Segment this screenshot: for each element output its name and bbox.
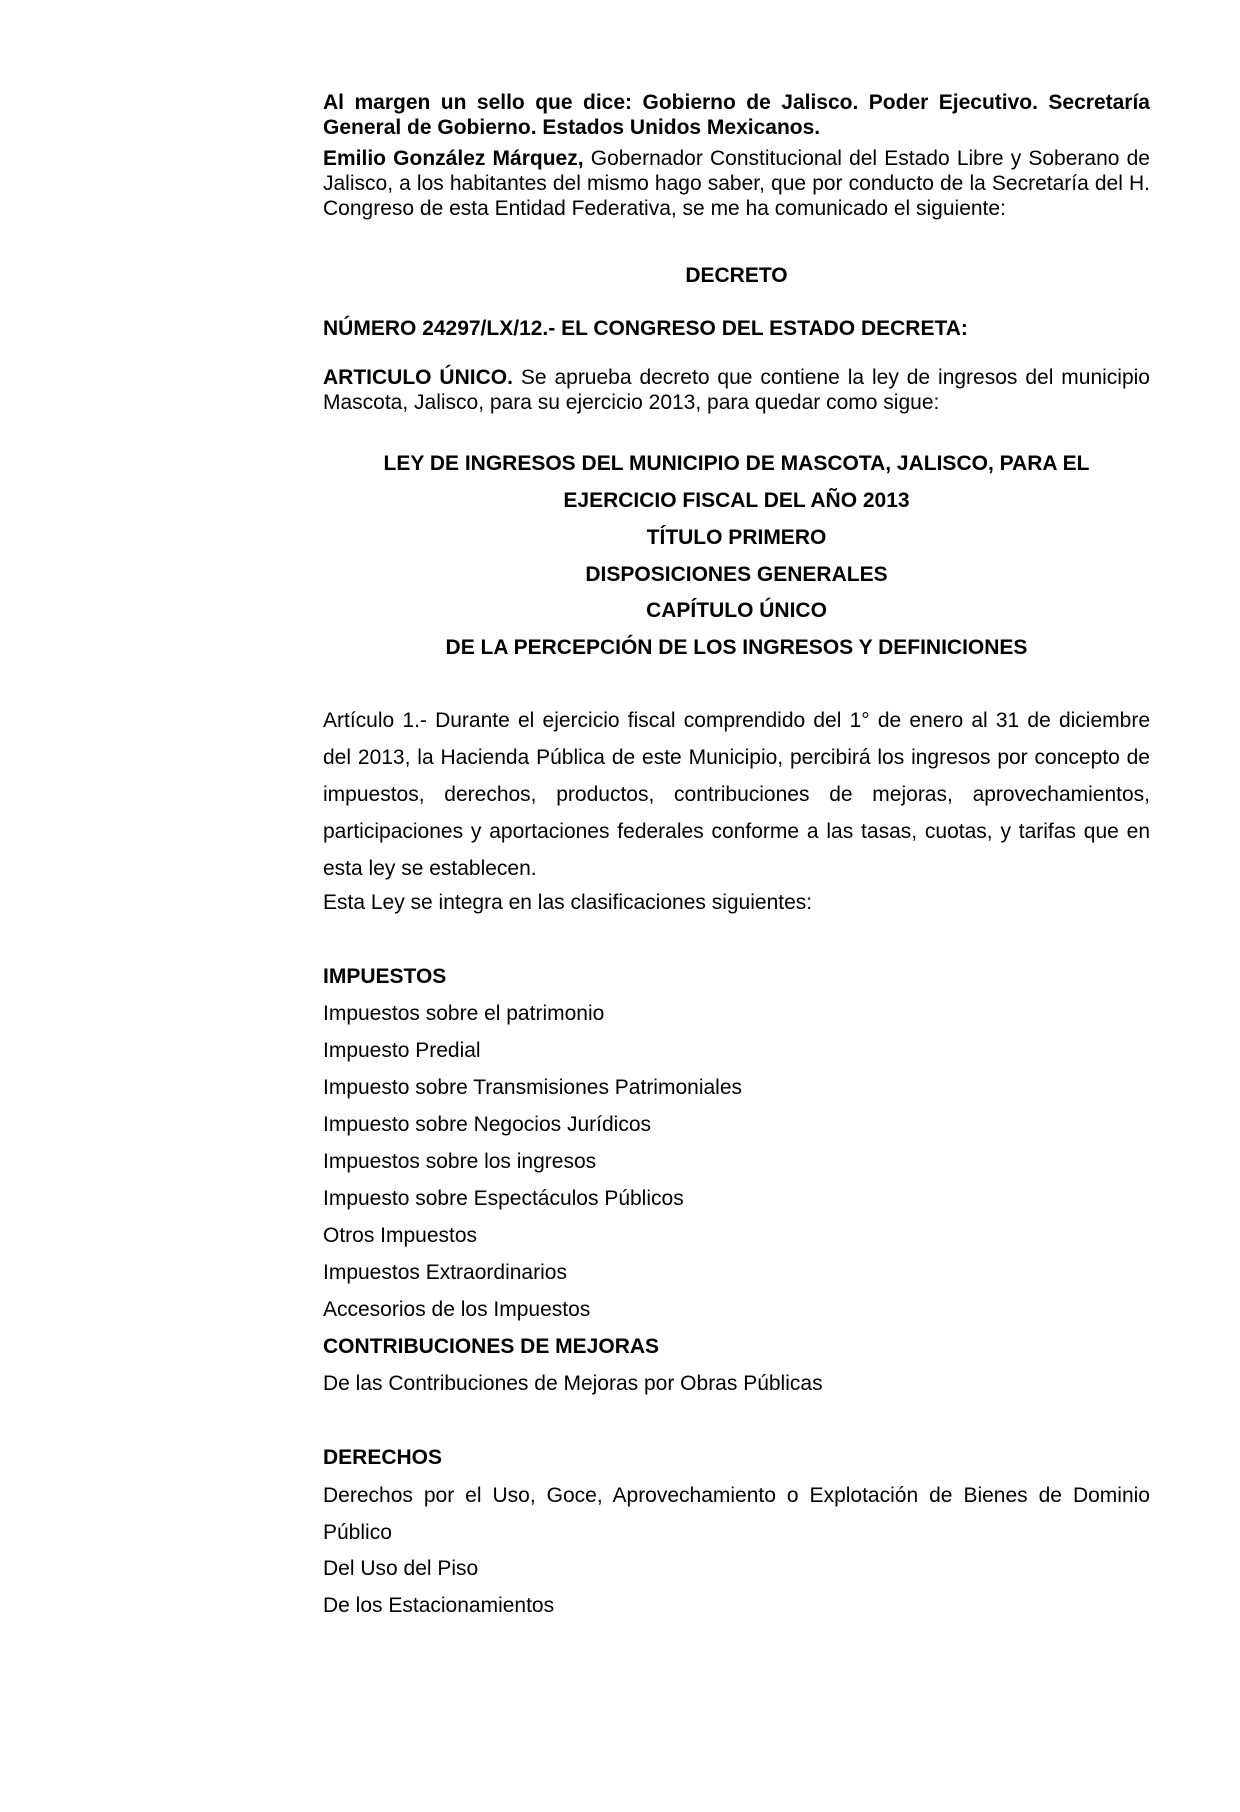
list-item: Impuesto sobre Espectáculos Públicos	[323, 1187, 684, 1210]
derechos-heading: DERECHOS	[323, 1446, 443, 1469]
article-unico-text: Se aprueba decreto que contiene la ley de ingresos del municipio Mascota, Jalisco, para su ejercicio 2013, para quedar como sigue:	[323, 366, 1150, 414]
list-item: Impuesto sobre Transmisiones Patrimoniales	[323, 1076, 743, 1099]
article-unico-label: ARTICULO ÚNICO.	[323, 366, 513, 389]
list-item: De los Estacionamientos	[323, 1594, 555, 1617]
contribuciones-heading: CONTRIBUCIONES DE MEJORAS	[323, 1335, 660, 1358]
list-item: Accesorios de los Impuestos	[323, 1298, 591, 1321]
title-heading: TÍTULO PRIMERO	[646, 526, 827, 549]
list-item: Impuestos sobre el patrimonio	[323, 1002, 605, 1025]
chapter-heading: CAPÍTULO ÚNICO	[646, 599, 827, 622]
list-item: Derechos por el Uso, Goce, Aprovechamiento o Explotación de Bienes de Dominio Público	[323, 1484, 1150, 1544]
list-item: Impuestos Extraordinarios	[323, 1261, 567, 1284]
impuestos-heading: IMPUESTOS	[323, 965, 447, 988]
list-item: Impuesto sobre Negocios Jurídicos	[323, 1113, 651, 1136]
list-item: Impuestos sobre los ingresos	[323, 1150, 597, 1173]
decree-number: NÚMERO 24297/LX/12.- EL CONGRESO DEL ESTADO DECRETA:	[323, 317, 968, 340]
seal-paragraph: Al margen un sello que dice: Gobierno de Jalisco. Poder Ejecutivo. Secretaría General de Gobierno. Estados Unidos Mexicanos.	[323, 91, 1150, 139]
governor-text: Gobernador Constitucional del Estado Libre y Soberano de Jalisco, a los habitantes del mismo hago saber, que por conducto de la Secretaría del H. Congreso de esta Entidad Federativa, se me ha comunicado el siguiente:	[323, 147, 1150, 220]
list-item: Del Uso del Piso	[323, 1557, 479, 1580]
article-unico	[323, 365, 1150, 415]
governor-name: Emilio González Márquez,	[323, 147, 584, 170]
law-title-line1: LEY DE INGRESOS DEL MUNICIPIO DE MASCOTA, JALISCO, PARA EL	[383, 452, 1090, 475]
governor-paragraph	[323, 146, 1150, 221]
title-subheading: DISPOSICIONES GENERALES	[585, 563, 888, 586]
list-item: Impuesto Predial	[323, 1039, 481, 1062]
decree-heading: DECRETO	[685, 264, 788, 287]
list-item: Otros Impuestos	[323, 1224, 478, 1247]
chapter-name: DE LA PERCEPCIÓN DE LOS INGRESOS Y DEFINICIONES	[445, 636, 1028, 659]
classification-intro: Esta Ley se integra en las clasificaciones siguientes:	[323, 891, 813, 914]
law-title-line2: EJERCICIO FISCAL DEL AÑO 2013	[563, 489, 910, 512]
list-item: De las Contribuciones de Mejoras por Obras Públicas	[323, 1372, 823, 1395]
article1-text: Artículo 1.- Durante el ejercicio fiscal comprendido del 1° de enero al 31 de diciembre del 2013, la Hacienda Pública de este Municipio, percibirá los ingresos por concepto de impuestos, derechos, productos, contribuciones de mejoras, aprovechamientos, participaciones y aportaciones federales conforme a las tasas, cuotas, y tarifas que en esta ley se establecen.	[323, 709, 1150, 880]
